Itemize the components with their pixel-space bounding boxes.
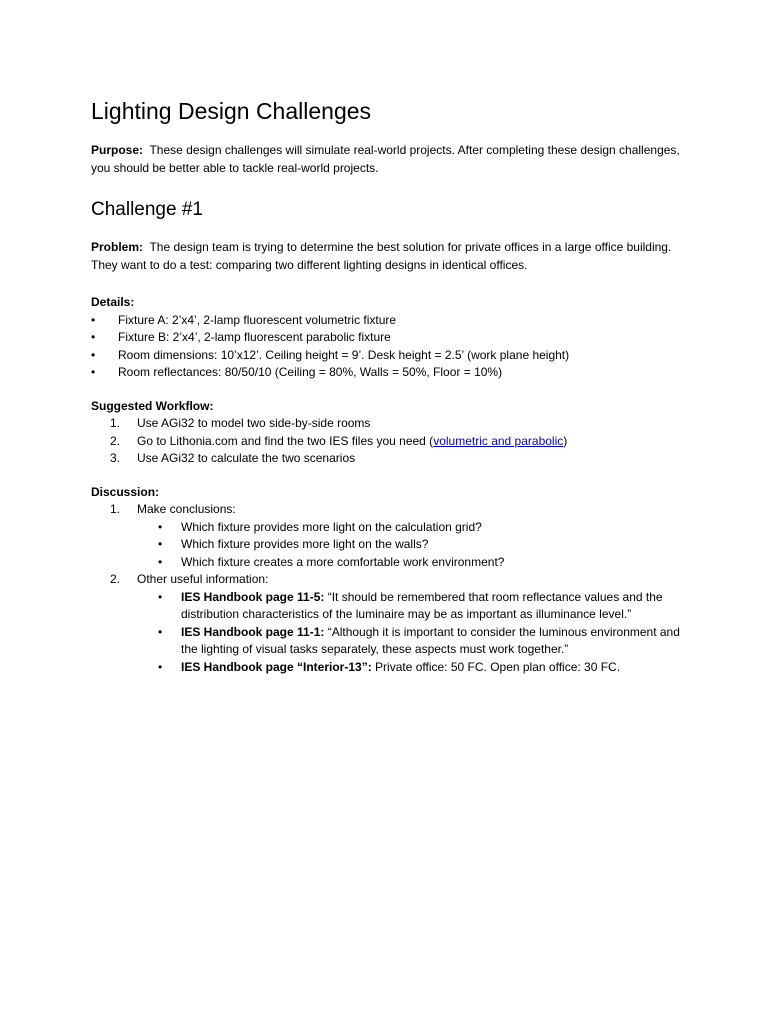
- useful-info-sublist: [137, 589, 681, 677]
- bullet-icon: •: [91, 347, 96, 362]
- list-item: • Fixture B: 2’x4’, 2-lamp fluorescent parabolic fixture: [91, 329, 681, 347]
- list-item: 1. Use AGi32 to model two side-by-side rooms: [91, 415, 681, 433]
- discussion-heading: Discussion:: [91, 484, 160, 499]
- bullet-icon: •: [158, 537, 163, 551]
- purpose-label: Purpose:: [91, 143, 144, 157]
- list-item: 3. Use AGi32 to calculate the two scenarios: [91, 450, 681, 468]
- problem-text: The design team is trying to determine the best solution for private offices in a large office building. They want to do a test: comparing two different lighting designs in identical offices.: [91, 240, 672, 272]
- bullet-icon: •: [158, 554, 163, 569]
- list-item: • Which fixture provides more light on the walls?: [91, 536, 681, 554]
- discussion-list: [91, 501, 681, 676]
- problem-paragraph: [91, 239, 681, 274]
- list-item: • Fixture A: 2’x4’, 2-lamp fluorescent volumetric fixture: [91, 312, 681, 330]
- list-number: 1.: [110, 502, 121, 516]
- list-item: • IES Handbook page “Interior-13”: Private office: 50 FC. Open plan office: 30 FC.: [91, 659, 681, 677]
- list-number: 2.: [110, 572, 121, 586]
- purpose-text: These design challenges will simulate real-world projects. After completing these design challenges, you should be better able to tackle real-world projects.: [91, 143, 680, 175]
- list-item: 1. Make conclusions: • Which fixture provides more light on the calculation grid? • Which fixture provides more light on the walls? • Which fixture creates a more comfortable work environment?: [91, 501, 681, 571]
- challenge-heading: Challenge #1: [91, 199, 203, 220]
- document-body: [91, 96, 681, 676]
- bullet-icon: •: [158, 519, 163, 534]
- purpose-paragraph: [91, 142, 681, 177]
- details-heading: Details:: [91, 295, 135, 309]
- list-item: 2. Go to Lithonia.com and find the two IES files you need (volumetric and parabolic): [91, 433, 681, 451]
- workflow-list: [91, 415, 681, 468]
- volumetric-parabolic-link[interactable]: volumetric and parabolic: [433, 433, 564, 448]
- list-number: 3.: [110, 451, 121, 465]
- list-item: • Which fixture provides more light on the calculation grid?: [91, 519, 681, 537]
- bullet-icon: •: [158, 659, 163, 674]
- bullet-icon: •: [158, 624, 163, 639]
- problem-label: Problem:: [91, 240, 144, 254]
- bullet-icon: •: [91, 312, 96, 327]
- list-number: 2.: [110, 433, 121, 448]
- list-number: 1.: [110, 416, 121, 430]
- bullet-icon: •: [91, 365, 96, 379]
- list-item: 2. Other useful information: • IES Handbook page 11-5: “It should be remembered that room reflectance values and the distribution characteristics of the luminaire may be as important as illuminance level.” • IES Handbook page 11-1: “Although it is important to consider the luminous environment and the lighting of visual tasks separately, these aspects must work together.” • IES Handbook page “Interior-13”: Private office: 50 FC. Open plan office: 30 FC.: [91, 571, 681, 676]
- list-item: • Room reflectances: 80/50/10 (Ceiling = 80%, Walls = 50%, Floor = 10%): [91, 364, 681, 382]
- bullet-icon: •: [91, 330, 96, 344]
- conclusions-sublist: [137, 519, 681, 572]
- page-title: Lighting Design Challenges: [91, 98, 372, 124]
- list-item: • Which fixture creates a more comfortable work environment?: [91, 554, 681, 572]
- list-item: • IES Handbook page 11-1: “Although it is important to consider the luminous environment and the lighting of visual tasks separately, these aspects must work together.”: [158, 624, 680, 656]
- bullet-icon: •: [158, 589, 163, 604]
- list-item: • IES Handbook page 11-5: “It should be remembered that room reflectance values and the distribution characteristics of the luminaire may be as important as illuminance level.”: [158, 589, 663, 621]
- list-item: • Room dimensions: 10’x12’. Ceiling height = 9’. Desk height = 2.5’ (work plane height): [91, 347, 681, 365]
- workflow-heading: Suggested Workflow:: [91, 398, 214, 413]
- details-list: [91, 312, 681, 382]
